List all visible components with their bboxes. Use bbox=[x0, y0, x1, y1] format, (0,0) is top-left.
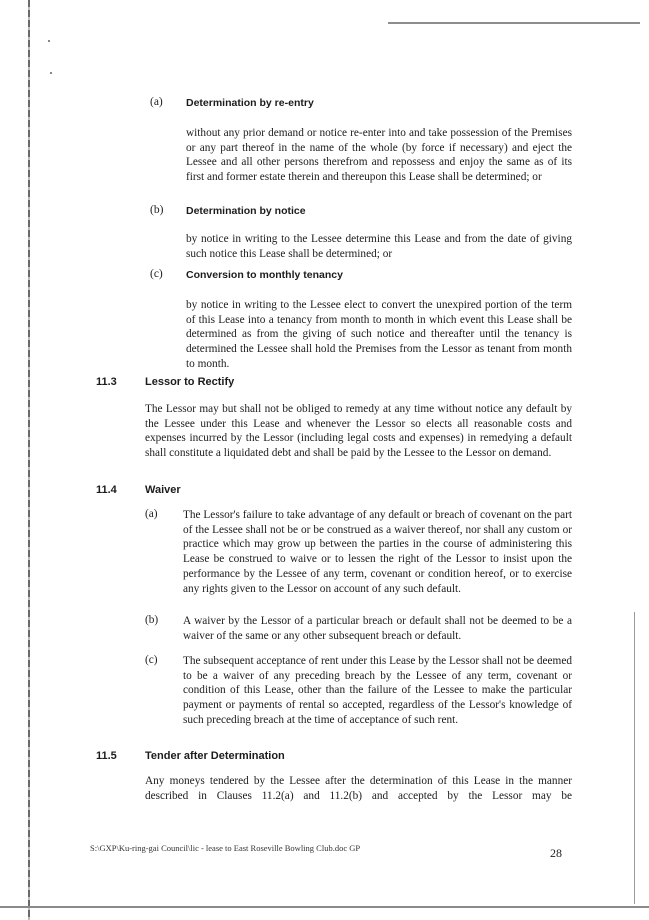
clause-11-2-c-title: Conversion to monthly tenancy bbox=[186, 269, 343, 281]
section-11-5-text: Any moneys tendered by the Lessee after the determination of this Lease in the manner described in Clauses 11.2(a) and 11.2(b) and accepted by the Lessor may be bbox=[145, 775, 572, 802]
clause-11-2-c-letter: (c) bbox=[150, 268, 163, 280]
waiver-item-a-letter: (a) bbox=[145, 508, 158, 520]
section-11-5-title: Tender after Determination bbox=[145, 750, 285, 762]
clause-11-2-b-title: Determination by notice bbox=[186, 205, 306, 217]
section-11-4-title: Waiver bbox=[145, 484, 181, 496]
scan-speck bbox=[50, 72, 52, 74]
clause-11-2-c-text: by notice in writing to the Lessee elect to convert the unexpired portion of the term of this Lease into a tenancy from month to month in which event this Lease shall be determined as from the giving of such notice and thereafter until the tenancy is determined the Lessee shall hold the Premises from the Lessor as tenant from month to month. bbox=[186, 299, 572, 370]
section-11-3-text: The Lessor may but shall not be obliged to remedy at any time without notice any default by the Lessee under this Lease and whenever the Lessor so elects all reasonable costs and expenses incurred by the Lessor (including legal costs and expenses) in remedying a default shall constitute a liquidated debt and shall be paid by the Lessee to the Lessor on demand. bbox=[145, 403, 572, 460]
clause-11-2-b-text: by notice in writing to the Lessee determine this Lease and from the date of giving such notice this Lease shall be determined; or bbox=[186, 233, 572, 260]
waiver-item-c-text: The subsequent acceptance of rent under this Lease by the Lessor shall not be deemed to be a waiver of any preceding breach by the Lessee of any term, covenant or condition of this Lease, other than the failure of the Lessee to make the particular payment or payments of rental so accepted, regardless of the Lessor's knowledge of such preceding breach at the time of acceptance of such rent. bbox=[183, 655, 572, 726]
clause-11-2-a-text: without any prior demand or notice re-enter into and take possession of the Premises or any part thereof in the name of the whole (by force if necessary) and eject the Lessee and all other persons therefrom and repossess and enjoy the same as of its first and former estate therein and thereupon this Lease shall be determined; or bbox=[186, 127, 572, 184]
waiver-item-c-letter: (c) bbox=[145, 654, 158, 666]
scan-edge-right bbox=[634, 612, 635, 904]
waiver-item-b-text: A waiver by the Lessor of a particular breach or default shall not be deemed to be a waiver of the same or any other subsequent breach or default. bbox=[183, 615, 572, 642]
scan-speck bbox=[48, 40, 50, 42]
scan-edge-left bbox=[28, 0, 30, 920]
page-number: 28 bbox=[550, 846, 562, 860]
footer-file-path: S:\GXP\Ku-ring-gai Council\lic - lease to East Roseville Bowling Club.doc GP bbox=[90, 843, 361, 853]
clause-11-2-a-title: Determination by re-entry bbox=[186, 97, 314, 109]
section-11-5-number: 11.5 bbox=[96, 750, 117, 762]
clause-11-2-b-letter: (b) bbox=[150, 204, 164, 216]
scan-edge-top bbox=[388, 22, 640, 24]
waiver-item-b-letter: (b) bbox=[145, 614, 159, 626]
section-11-3-title: Lessor to Rectify bbox=[145, 376, 235, 388]
waiver-item-a-text: The Lessor's failure to take advantage of any default or breach of covenant on the part of the Lessee shall not be or be construed as a waiver thereof, nor shall any custom or practice which may grow up between the parties in the course of administering this Lease be construed to waive or to lessen the right of the Lessor to insist upon the performance by the Lessee of any term, covenant or condition hereof, or to exercise any rights given to the Lessor on account of any such default. bbox=[183, 509, 572, 595]
section-11-3-number: 11.3 bbox=[96, 376, 117, 388]
scan-edge-bottom bbox=[0, 906, 649, 908]
section-11-4-number: 11.4 bbox=[96, 484, 117, 496]
clause-11-2-a-letter: (a) bbox=[150, 96, 163, 108]
